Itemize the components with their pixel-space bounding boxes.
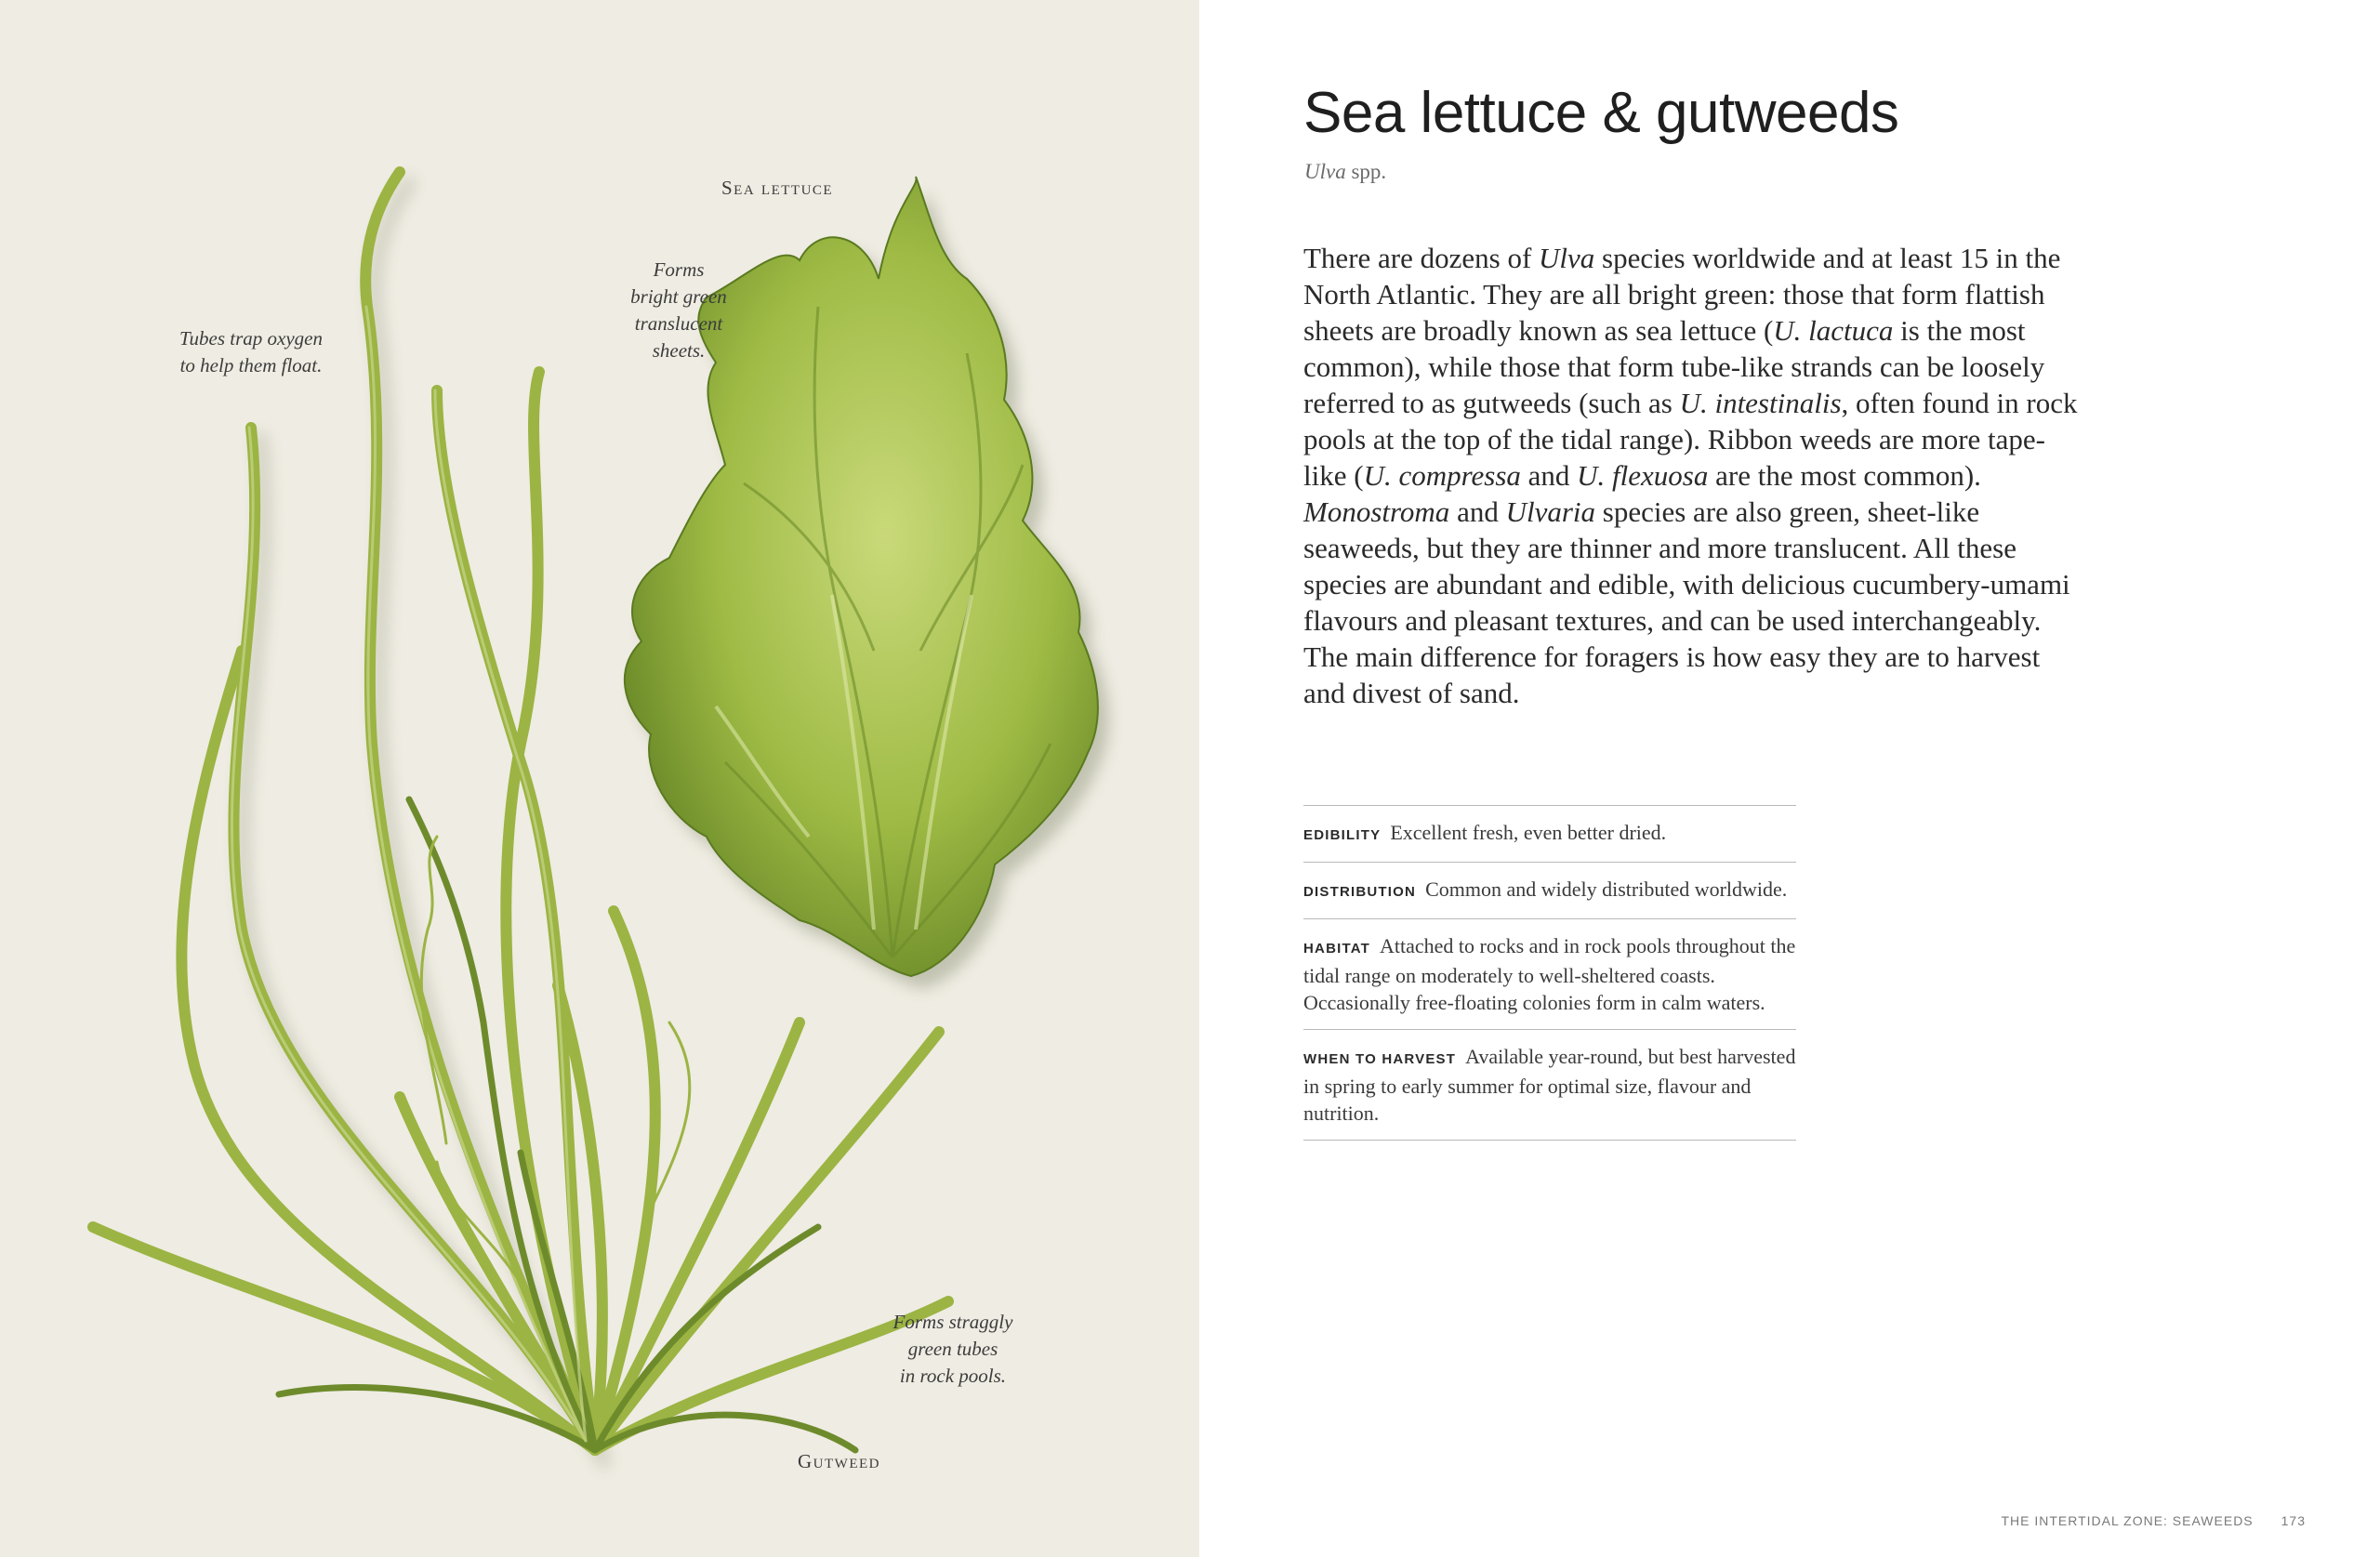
sea-lettuce-label: Sea lettuce — [721, 177, 834, 199]
fact-label: EDIBILITY — [1303, 827, 1382, 843]
fact-text: Available year-round, but best harvested in spring to early summer for optimal size, flavour and nutrition. — [1303, 1045, 1796, 1125]
italic-term: U. flexuosa — [1577, 459, 1709, 492]
fact-text: Common and widely distributed worldwide. — [1425, 877, 1788, 901]
running-footer — [2001, 1513, 2306, 1528]
fact-row — [1303, 919, 1796, 1030]
fact-row — [1303, 863, 1796, 919]
page-number: 173 — [2281, 1513, 2306, 1528]
body-paragraph — [1303, 240, 2084, 711]
body-run: and — [1449, 495, 1506, 528]
rock-pools-note: Forms straggly green tubes in rock pools. — [892, 1311, 1013, 1387]
gutweed-label: Gutweed — [798, 1450, 880, 1472]
body-run: species are also green, sheet-like seaweeds, but they are thinner and more translucent. All these species are abundant and edible, with delicious cucumbery-umami flavours and pleasant textures, and can be used interchangeably. The main difference for foragers is how easy they are to harvest and divest of sand. — [1303, 495, 2070, 709]
latin-name — [1304, 160, 1386, 184]
italic-term: Ulva — [1539, 242, 1595, 274]
latin-genus: Ulva — [1304, 160, 1346, 183]
italic-term: Ulvaria — [1505, 495, 1596, 528]
section-title: THE INTERTIDAL ZONE: SEAWEEDS — [2001, 1513, 2254, 1528]
fact-label: HABITAT — [1303, 941, 1370, 957]
body-run: species worldwide and at least 15 in the North Atlantic. They are all bright green: those that form flattish sheets are broadly known as sea lettuce ( — [1303, 242, 2061, 347]
body-run: , often found in rock pools at the top of the tidal range). Ribbon weeds are more tape-like ( — [1303, 387, 2078, 492]
italic-term: U. compressa — [1363, 459, 1521, 492]
page-title: Sea lettuce & gutweeds — [1303, 81, 1899, 145]
text-page — [1199, 0, 2380, 1557]
body-run: are the most common). — [1708, 459, 1981, 492]
italic-term: Monostroma — [1303, 495, 1450, 528]
fact-text: Attached to rocks and in rock pools throughout the tidal range on moderately to well-sheltered coasts. Occasionally free-floating colonies form in calm waters. — [1303, 934, 1796, 1014]
fact-text: Excellent fresh, even better dried. — [1390, 821, 1667, 844]
body-run: and — [1520, 459, 1578, 492]
facts-table — [1303, 805, 1796, 1141]
body-run: There are dozens of — [1303, 242, 1540, 274]
sheets-note: Forms bright green translucent sheets. — [630, 258, 727, 362]
fact-label: DISTRIBUTION — [1303, 884, 1417, 900]
fact-row — [1303, 1030, 1796, 1141]
italic-term: U. lactuca — [1773, 314, 1894, 347]
italic-term: U. intestinalis — [1679, 387, 1842, 419]
fact-row — [1303, 806, 1796, 863]
body-run: is the most common), while those that form tube-like strands can be loosely referred to as gutweeds (such as — [1303, 314, 2045, 419]
tubes-note: Tubes trap oxygen to help them float. — [179, 327, 323, 376]
latin-suffix: spp. — [1345, 160, 1387, 183]
fact-label: WHEN TO HARVEST — [1303, 1051, 1457, 1067]
